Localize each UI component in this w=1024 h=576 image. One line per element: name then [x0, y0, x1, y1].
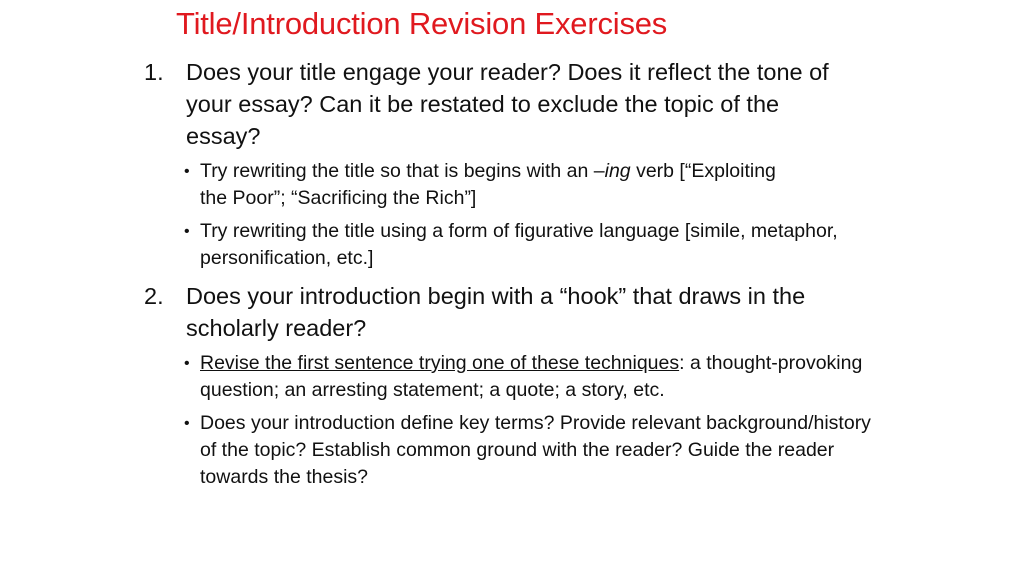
slide-body [144, 56, 884, 497]
question-1 [144, 56, 856, 152]
bullet-dot: • [184, 223, 190, 240]
question-2-number: 2. [144, 283, 164, 309]
bullet-figurative-language-text: Try rewriting the title using a form of figurative language [simile, metaphor, personification, etc.] [200, 220, 838, 269]
bullet-dot: • [184, 415, 190, 432]
bullet-ing-verb-italic: ing [604, 160, 631, 182]
bullet-revise-sentence-underlined: Revise the first sentence trying one of these techniques [200, 352, 680, 374]
question-1-number: 1. [144, 59, 164, 85]
question-2 [144, 280, 866, 344]
bullet-ing-verb-pre: Try rewriting the title so that is begins with an – [200, 160, 605, 182]
bullet-key-terms-text: Does your introduction define key terms? Provide relevant background/history of the topic? Establish common ground with the reader? Guide the reader towards the thesis? [200, 412, 871, 488]
question-1-text: Does your title engage your reader? Does it reflect the tone of your essay? Can it be restated to exclude the topic of the essay? [186, 59, 829, 149]
bullet-dot: • [184, 355, 190, 372]
bullet-dot: • [184, 163, 190, 180]
bullet-ing-verb-post: verb [“Exploiting the Poor”; “Sacrificing the Rich”] [200, 160, 776, 209]
bullet-revise-sentence [184, 350, 880, 404]
slide-title: Title/Introduction Revision Exercises [176, 6, 668, 41]
question-2-bullets [144, 350, 884, 491]
bullet-ing-verb [184, 158, 800, 212]
question-2-text: Does your introduction begin with a “hook” that draws in the scholarly reader? [186, 283, 806, 341]
bullet-key-terms [184, 410, 880, 491]
question-1-bullets [144, 158, 884, 272]
bullet-revise-sentence-post: : a thought-provoking question; an arresting statement; a quote; a story, etc. [200, 352, 863, 401]
bullet-figurative-language [184, 218, 880, 272]
